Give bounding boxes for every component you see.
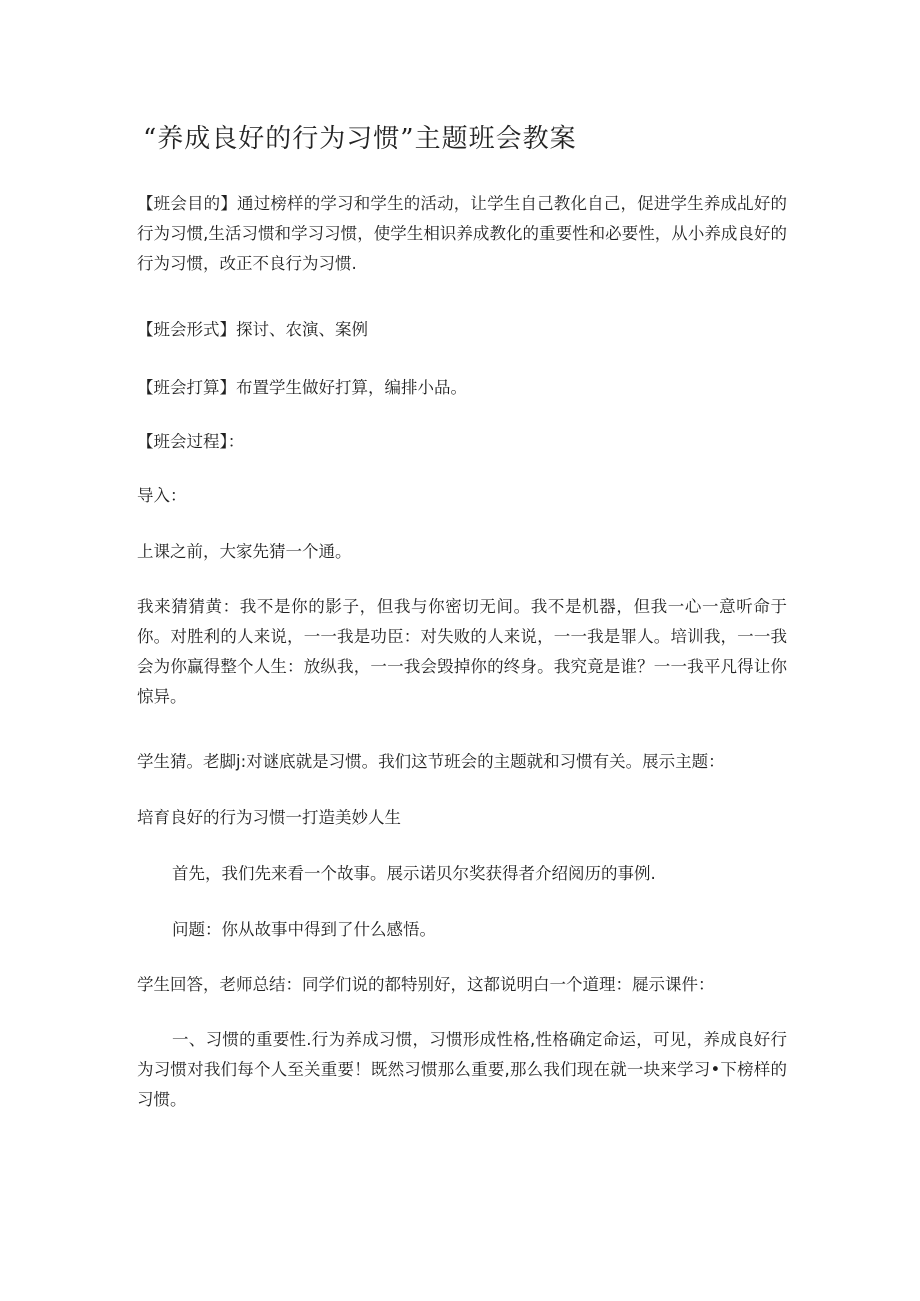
paragraph-intro-heading: 导入： [137,486,187,505]
paragraph-theme: 培育良好的行为习惯一打造美妙人生 [137,808,401,827]
paragraph-riddle: 我来猜猜黄：我不是你的影子，但我与你密切无间。我不是机器，但我一心一意听命于你。对胜利的人来说，一一我是功臣：对失败的人来说，一一我是罪人。培训我，一一我会为你赢得整个人生：放纵我，一一我会毁掉你的终身。我究竟是谁？一一我平凡得让你惊异。 [137,597,787,706]
document-title: “养成良好的行为习惯”主题班会教案 [143,124,577,154]
paragraph-process-heading: 【班会过程】： [137,432,245,451]
paragraph-importance: 一、习惯的重要性.行为养成习惯，习惯形成性格,性格确定命运，可见，养成良好行为习惯对我们每个人至关重要！既然习惯那么重要,那么我们现在就一块来学习•下榜样的习惯。 [137,1030,787,1109]
paragraph-answer: 学生猜。老脚j:对谜底就是习惯。我们这节班会的主题就和习惯有关。展示主题： [137,752,725,771]
paragraph-summary: 学生回答，老师总结：同学们说的都特别好，这都说明白一个道理：屣示课件： [137,975,715,994]
paragraph-purpose: 【班会目的】通过榜样的学习和学生的活动，让学生自己教化自己，促进学生养成乩好的行为习惯,生活习惯和学习习惯，使学生相识养成教化的重要性和必要性，从小养成良好的行为习惯，改正不良行为习惯. [137,194,787,273]
paragraph-question: 问题：你从故事中得到了什么感悟。 [172,920,436,939]
paragraph-preparation: 【班会打算】布置学生做好打算，编排小品。 [137,378,467,397]
paragraph-format: 【班会形式】探讨、农演、案例 [137,320,368,339]
paragraph-riddle-lead: 上课之前，大家先猜一个通。 [137,542,352,561]
paragraph-story: 首先，我们先来看一个故事。展示诺贝尔奖获得者介绍阅历的事例. [172,864,656,883]
